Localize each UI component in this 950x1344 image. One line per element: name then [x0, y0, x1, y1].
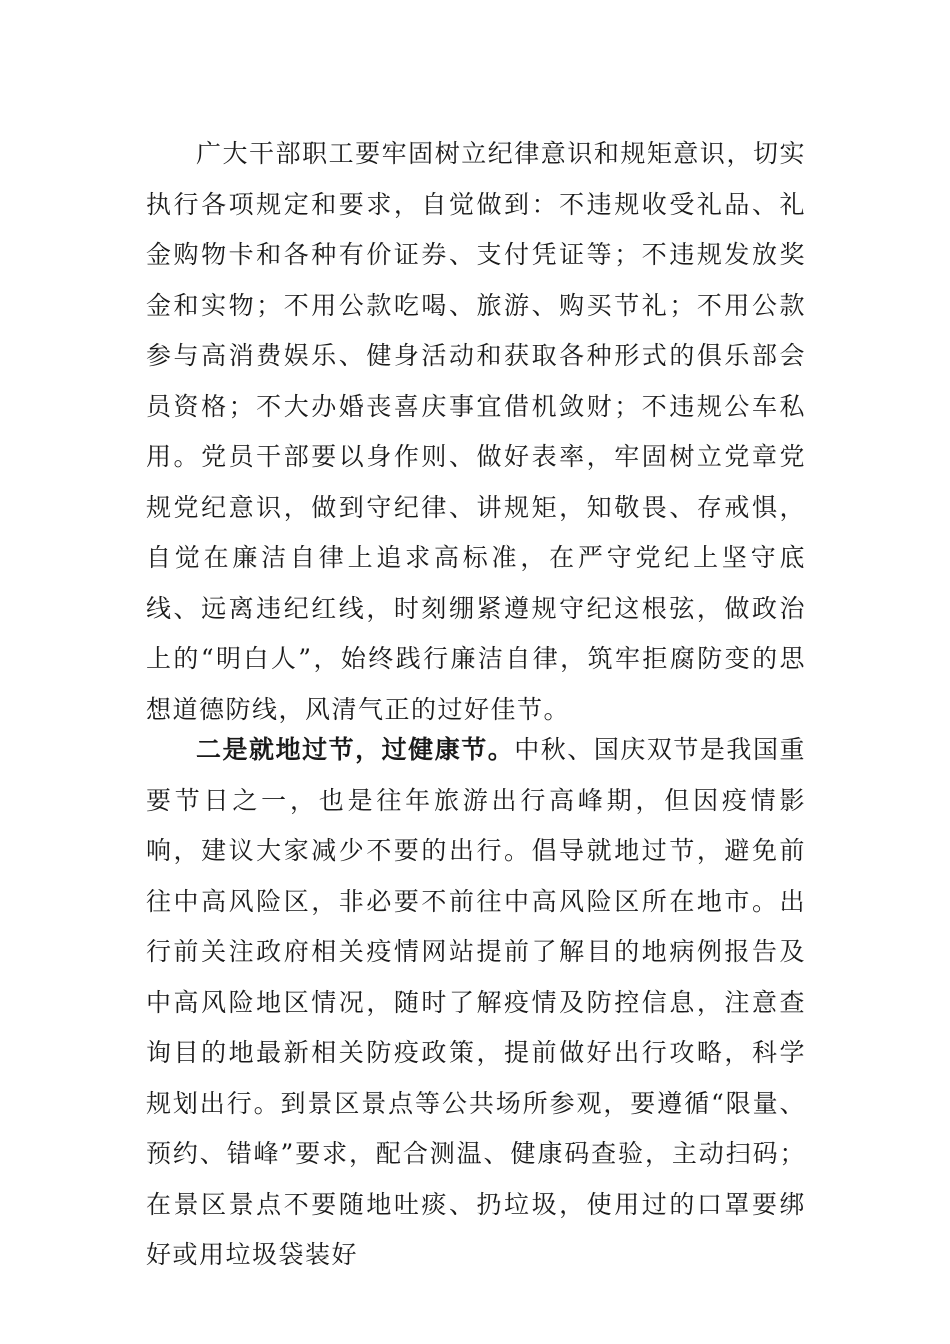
paragraph-discipline [146, 129, 806, 735]
paragraph-discipline-text: 广大干部职工要牢固树立纪律意识和规矩意识，切实执行各项规定和要求，自觉做到：不违规收受礼品、礼金购物卡和各种有价证券、支付凭证等；不违规发放奖金和实物；不用公款吃喝、旅游、购买节礼；不用公款参与高消费娱乐、健身活动和获取各种形式的俱乐部会员资格；不大办婚丧喜庆事宜借机敛财；不违规公车私用。党员干部要以身作则、做好表率，牢固树立党章党规党纪意识，做到守纪律、讲规矩，知敬畏、存戒惧，自觉在廉洁自律上追求高标准，在严守党纪上坚守底线、远离违纪红线，时刻绷紧遵规守纪这根弦，做政治上的“明白人”，始终践行廉洁自律，筑牢拒腐防变的思想道德防线，风清气正的过好佳节。 [146, 139, 806, 724]
paragraph-local-holiday [146, 725, 806, 1281]
paragraph-local-holiday-text: 中秋、国庆双节是我国重要节日之一，也是往年旅游出行高峰期，但因疫情影响，建议大家减少不要的出行。倡导就地过节，避免前往中高风险区，非必要不前往中高风险区所在地市。出行前关注政府相关疫情网站提前了解目的地病例报告及中高风险地区情况，随时了解疫情及防控信息，注意查询目的地最新相关防疫政策，提前做好出行攻略，科学规划出行。到景区景点等公共场所参观，要遵循“限量、预约、错峰”要求，配合测温、健康码查验，主动扫码；在景区景点不要随地吐痰、扔垃圾，使用过的口罩要绑好或用垃圾袋装好 [146, 735, 806, 1269]
paragraph-local-holiday-heading: 二是就地过节，过健康节。 [196, 735, 515, 764]
